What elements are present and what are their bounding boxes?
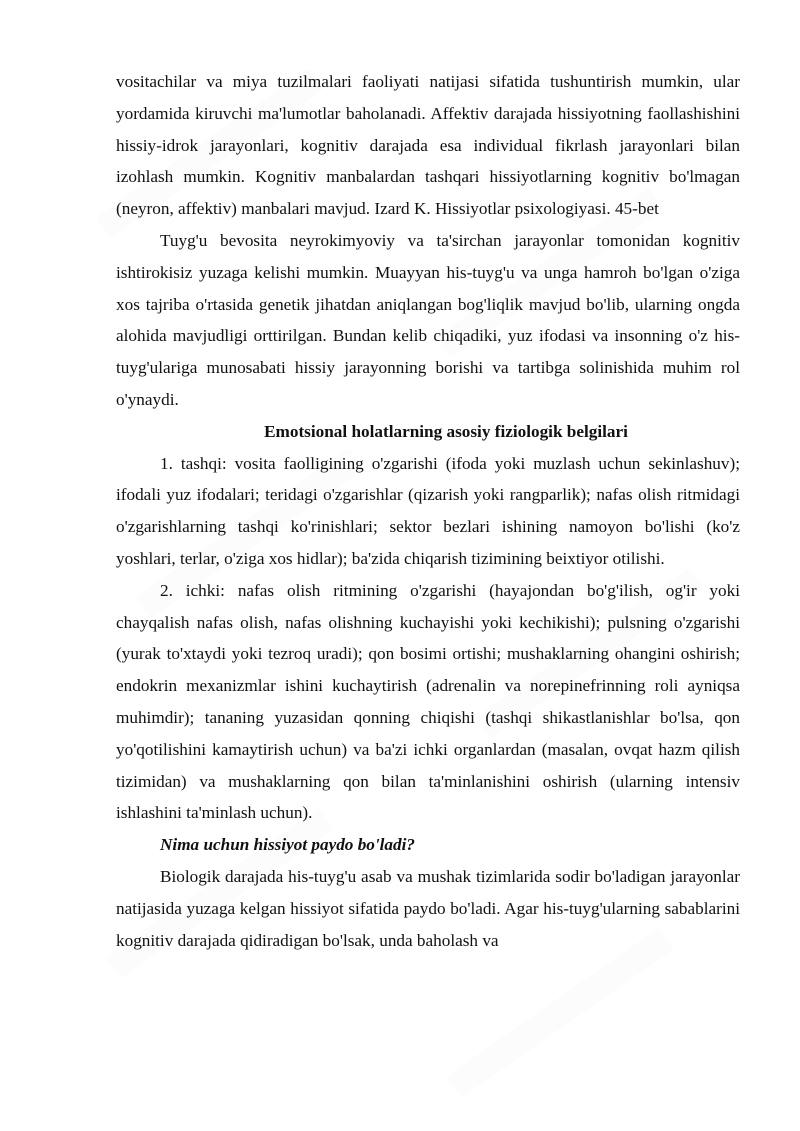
paragraph-external-signs: 1. tashqi: vosita faolligining o'zgarishi (ifoda yoki muzlash uchun sekinlashuv); ifodali yuz ifodalari; teridagi o'zgarishlar (qizarish yoki rangparlik); nafas olish ritmidagi o'zgarishlarning tashqi ko'rinishlari; sektor bezlari ishining namoyon bo'lishi (ko'z yoshlari, terlar, o'ziga xos hidlar); ba'zida chiqarish tizimining beixtiyor otilishi. <box>116 453 740 568</box>
paragraph-continuation: vositachilar va miya tuzilmalari faoliyati natijasi sifatida tushuntirish mumkin, ular yordamida kiruvchi ma'lumotlar baholanadi. Affektiv darajada hissiyotning faollashishini hissiy-idrok jarayonlari, kognitiv darajada esa individual fikrlash jarayonlari bilan izohlash mumkin. Kognitiv manbalardan tashqari hissiyotlarning kognitiv bo'lmagan (neyron, affektiv) manbalari mavjud. Izard K. Hissiyotlar psixologiyasi. 45-bet <box>116 72 740 219</box>
paragraph-tuygu: Tuyg'u bevosita neyrokimyoviy va ta'sirchan jarayonlar tomonidan kognitiv ishtirokisiz yuzaga kelishi mumkin. Muayyan his-tuyg'u va unga hamroh bo'lgan o'ziga xos tajriba o'rtasida genetik jihatdan aniqlangan bog'liqlik mavjud bo'lib, ularning ongda alohida mavjudligi orttirilgan. Bundan kelib chiqadiki, yuz ifodasi va insonning o'z his-tuyg'ulariga munosabati hissiy jarayonning borishi va tartibga solinishida muhim rol o'ynaydi. <box>116 230 740 409</box>
section-heading: Emotsional holatlarning asosiy fiziologik belgilari <box>264 421 628 441</box>
paragraph-biological-level: Biologik darajada his-tuyg'u asab va mushak tizimlarida sodir bo'ladigan jarayonlar natijasida yuzaga kelgan hissiyot sifatida paydo bo'ladi. Agar his-tuyg'ularning sabablarini kognitiv darajada qidiradigan bo'lsak, unda baholash va <box>116 866 740 950</box>
document-body <box>116 66 740 956</box>
paragraph-internal-signs: 2. ichki: nafas olish ritmining o'zgarishi (hayajondan bo'g'ilish, og'ir yoki chayqalish nafas olish, nafas olishning kuchayishi yoki kechikishi); pulsning o'zgarishi (yurak to'xtaydi yoki tezroq uradi); qon bosimi ortishi; mushaklarning ohangini oshirish; endokrin mexanizmlar ishini kuchaytirish (adrenalin va norepinefrinning roli ayniqsa muhimdir); tananing yuzasidan qonning chiqishi (tashqi shikastlanishlar bo'lsa, qon yo'qotilishini kamaytirish uchun) va ba'zi ichki organlardan (masalan, ovqat hazm qilish tizimidan) va mushaklarning qon bilan ta'minlanishini oshirish (ularning intensiv ishlashini ta'minlash uchun). <box>116 580 740 823</box>
section-subheading: Nima uchun hissiyot paydo bo'ladi? <box>160 835 415 855</box>
